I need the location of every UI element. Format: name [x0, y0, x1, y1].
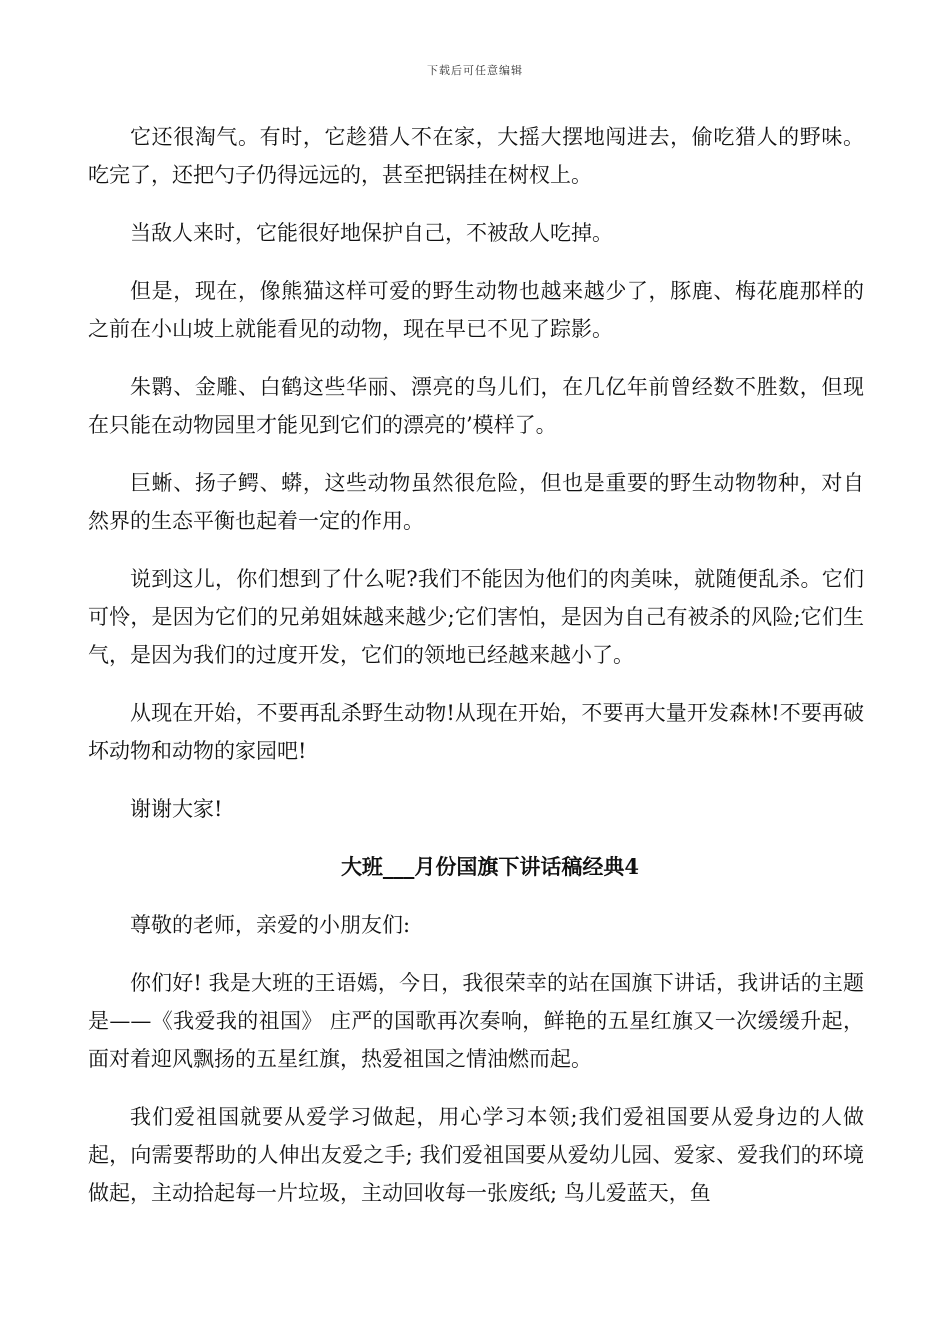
paragraph: 你们好! 我是大班的王语嫣，今日，我很荣幸的站在国旗下讲话，我讲话的主题是——《我爱我的祖国》 庄严的国歌再次奏响，鲜艳的五星红旗又一次缓缓升起，面对着迎风飘扬的五星红旗，热爱祖国之情油燃而起。 — [88, 971, 864, 1071]
page-header-note: 下载后可任意编辑 — [427, 64, 523, 77]
paragraph: 从现在开始，不要再乱杀野生动物!从现在开始，不要再大量开发森林!不要再破坏动物和动物的家园吧! — [88, 701, 864, 763]
paragraph: 它还很淘气。有时，它趁猎人不在家，大摇大摆地闯进去，偷吃猎人的野味。吃完了，还把勺子仍得远远的，甚至把锅挂在树杈上。 — [88, 125, 864, 187]
paragraph: 尊敬的老师，亲爱的小朋友们: — [130, 913, 411, 937]
paragraph: 朱鹮、金雕、白鹤这些华丽、漂亮的鸟儿们，在几亿年前曾经数不胜数，但现在只能在动物园里才能见到它们的漂亮的’模样了。 — [88, 375, 864, 437]
paragraph: 当敌人来时，它能很好地保护自己，不被敌人吃掉。 — [130, 221, 613, 245]
paragraph: 但是，现在，像熊猫这样可爱的野生动物也越来越少了，豚鹿、梅花鹿那样的之前在小山坡上就能看见的动物，现在早已不见了踪影。 — [88, 279, 864, 341]
paragraph: 说到这儿，你们想到了什么呢?我们不能因为他们的肉美味，就随便乱杀。它们可怜，是因为它们的兄弟姐妹越来越少;它们害怕，是因为自己有被杀的风险;它们生气，是因为我们的过度开发，它们的领地已经越来越小了。 — [88, 567, 864, 667]
paragraph: 巨蜥、扬子鳄、蟒，这些动物虽然很危险，但也是重要的野生动物物种，对自然界的生态平衡也起着一定的作用。 — [88, 471, 864, 533]
section-title: 大班___月份国旗下讲话稿经典4 — [340, 854, 640, 879]
paragraph: 我们爱祖国就要从爱学习做起，用心学习本领;我们爱祖国要从爱身边的人做起，向需要帮助的人伸出友爱之手; 我们爱祖国要从爱幼儿园、爱家、爱我们的环境做起，主动拾起每一片垃圾，主动回收每一张废纸; 鸟儿爱蓝天，鱼 — [88, 1105, 864, 1205]
paragraph: 谢谢大家! — [130, 797, 223, 821]
document-body — [88, 118, 864, 1232]
